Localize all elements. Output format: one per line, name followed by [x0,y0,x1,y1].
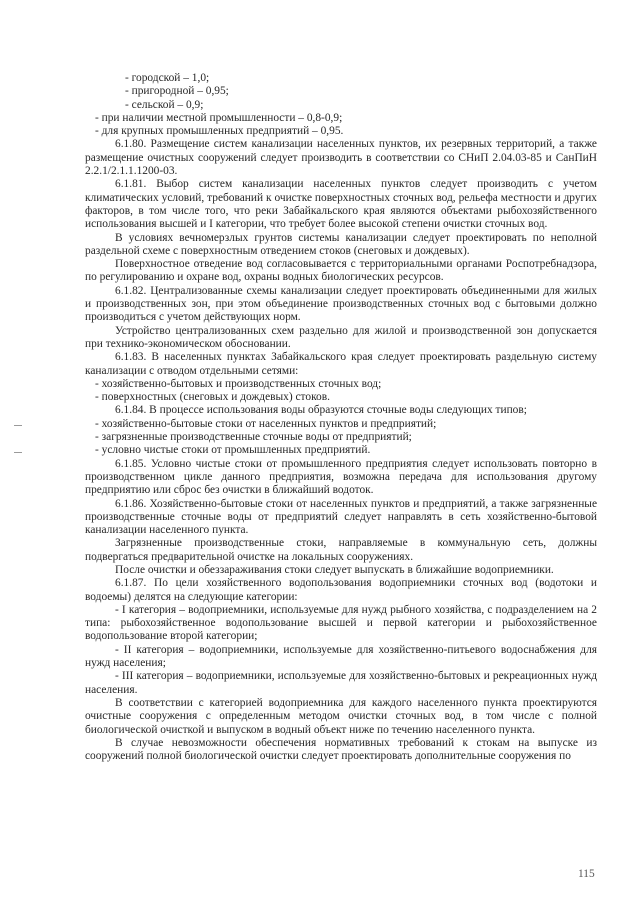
document-body [85,72,597,763]
paragraph: В соответствии с категорией водоприемника для каждого населенного пункта проектируются очистные сооружения с определенным методом очистки сточных вод, в том числе с полной биологической очисткой и выпуском в водный объект ниже по течению населенного пункта. [85,696,597,736]
paragraph: Загрязненные производственные стоки, направляемые в коммунальную сеть, должны подвергаться предварительной очистке на локальных сооружениях. [85,537,597,563]
paragraph: Устройство централизованных схем раздельно для жилой и производственной зон допускается при технико-экономическом обосновании. [85,324,597,350]
list-item: - загрязненные производственные сточные воды от предприятий; [95,431,412,444]
list-item: - пригородной – 0,95; [125,85,229,98]
paragraph: - III категория – водоприемники, используемые для хозяйственно-бытовых и рекреационных нужд населения. [85,670,597,696]
list-item: - поверхностных (снеговых и дождевых) стоков. [95,391,330,404]
paragraph: 6.1.85. Условно чистые стоки от промышленного предприятия следует использовать повторно в производственном цикле данного предприятия, возможна передача для использования другому предприятию или сброс без очистки в ближайший водоток. [85,457,597,497]
paragraph: 6.1.81. Выбор систем канализации населенных пунктов следует производить с учетом климатических условий, требований к очистке поверхностных сточных вод, рельефа местности и других факторов, в том числе того, что реки Забайкальского края являются объектами рыбохозяйственного использования высшей и I категории, что требует более высокой степени очистки сточных вод. [85,178,597,231]
margin-mark [14,425,22,426]
paragraph: - I категория – водоприемники, используемые для нужд рыбного хозяйства, с подразделением на 2 типа: рыбохозяйственное водопользование высшей и первой категории и рыбохозяйственное водопользование второй категории; [85,603,597,643]
list-item: - условно чистые стоки от промышленных предприятий. [95,444,371,457]
list-item: - при наличии местной промышленности – 0,8-0,9; [95,111,343,124]
paragraph: После очистки и обеззараживания стоки следует выпускать в ближайшие водоприемники. [115,563,554,576]
paragraph: 6.1.87. По цели хозяйственного водопользования водоприемники сточных вод (водотоки и водоемы) делятся на следующие категории: [85,577,597,603]
list-item: - хозяйственно-бытовые стоки от населенных пунктов и предприятий; [95,417,437,430]
list-item: - сельской – 0,9; [125,98,204,111]
paragraph: В случае невозможности обеспечения нормативных требований к стокам на выпуске из сооружений полной биологической очистки следует проектировать дополнительные сооружения по [85,736,597,763]
paragraph: - II категория – водоприемники, используемые для хозяйственно-питьевого водоснабжения для нужд населения; [85,643,597,670]
paragraph: 6.1.83. В населенных пунктах Забайкальского края следует проектировать раздельную систему канализации с отводом отдельными сетями: [85,351,597,377]
paragraph: 6.1.80. Размещение систем канализации населенных пунктов, их резервных территорий, а также размещение очистных сооружений следует производить в соответствии со СНиП 2.04.03-85 и СанПиН 2.2.1/2.1.1.1200-03. [85,138,597,178]
page-number: 115 [578,868,595,880]
margin-mark [14,452,22,453]
list-item: - хозяйственно-бытовых и производственных сточных вод; [95,377,382,390]
paragraph: В условиях вечномерзлых грунтов системы канализации следует проектировать по неполной раздельной схеме с поверхностным отведением стоков (снеговых и дождевых). [85,231,597,257]
paragraph: 6.1.82. Централизованные схемы канализации следует проектировать объединенными для жилых и производственных зон, при этом объединение производственных сточных вод с бытовыми должно производиться с учетом действующих норм. [85,284,597,324]
paragraph: 6.1.86. Хозяйственно-бытовые стоки от населенных пунктов и предприятий, а также загрязненные производственные сточные воды от предприятий следует направлять в сеть хозяйственно-бытовой канализации населенного пункта. [85,497,597,537]
list-item: - городской – 1,0; [125,72,210,84]
list-item: - для крупных промышленных предприятий – 0,95. [95,125,344,138]
paragraph: 6.1.84. В процессе использования воды образуются сточные воды следующих типов; [115,404,527,417]
paragraph: Поверхностное отведение вод согласовывается с территориальными органами Роспотребнадзора, по регулированию и охране вод, охраны водных биологических ресурсов. [85,258,597,284]
